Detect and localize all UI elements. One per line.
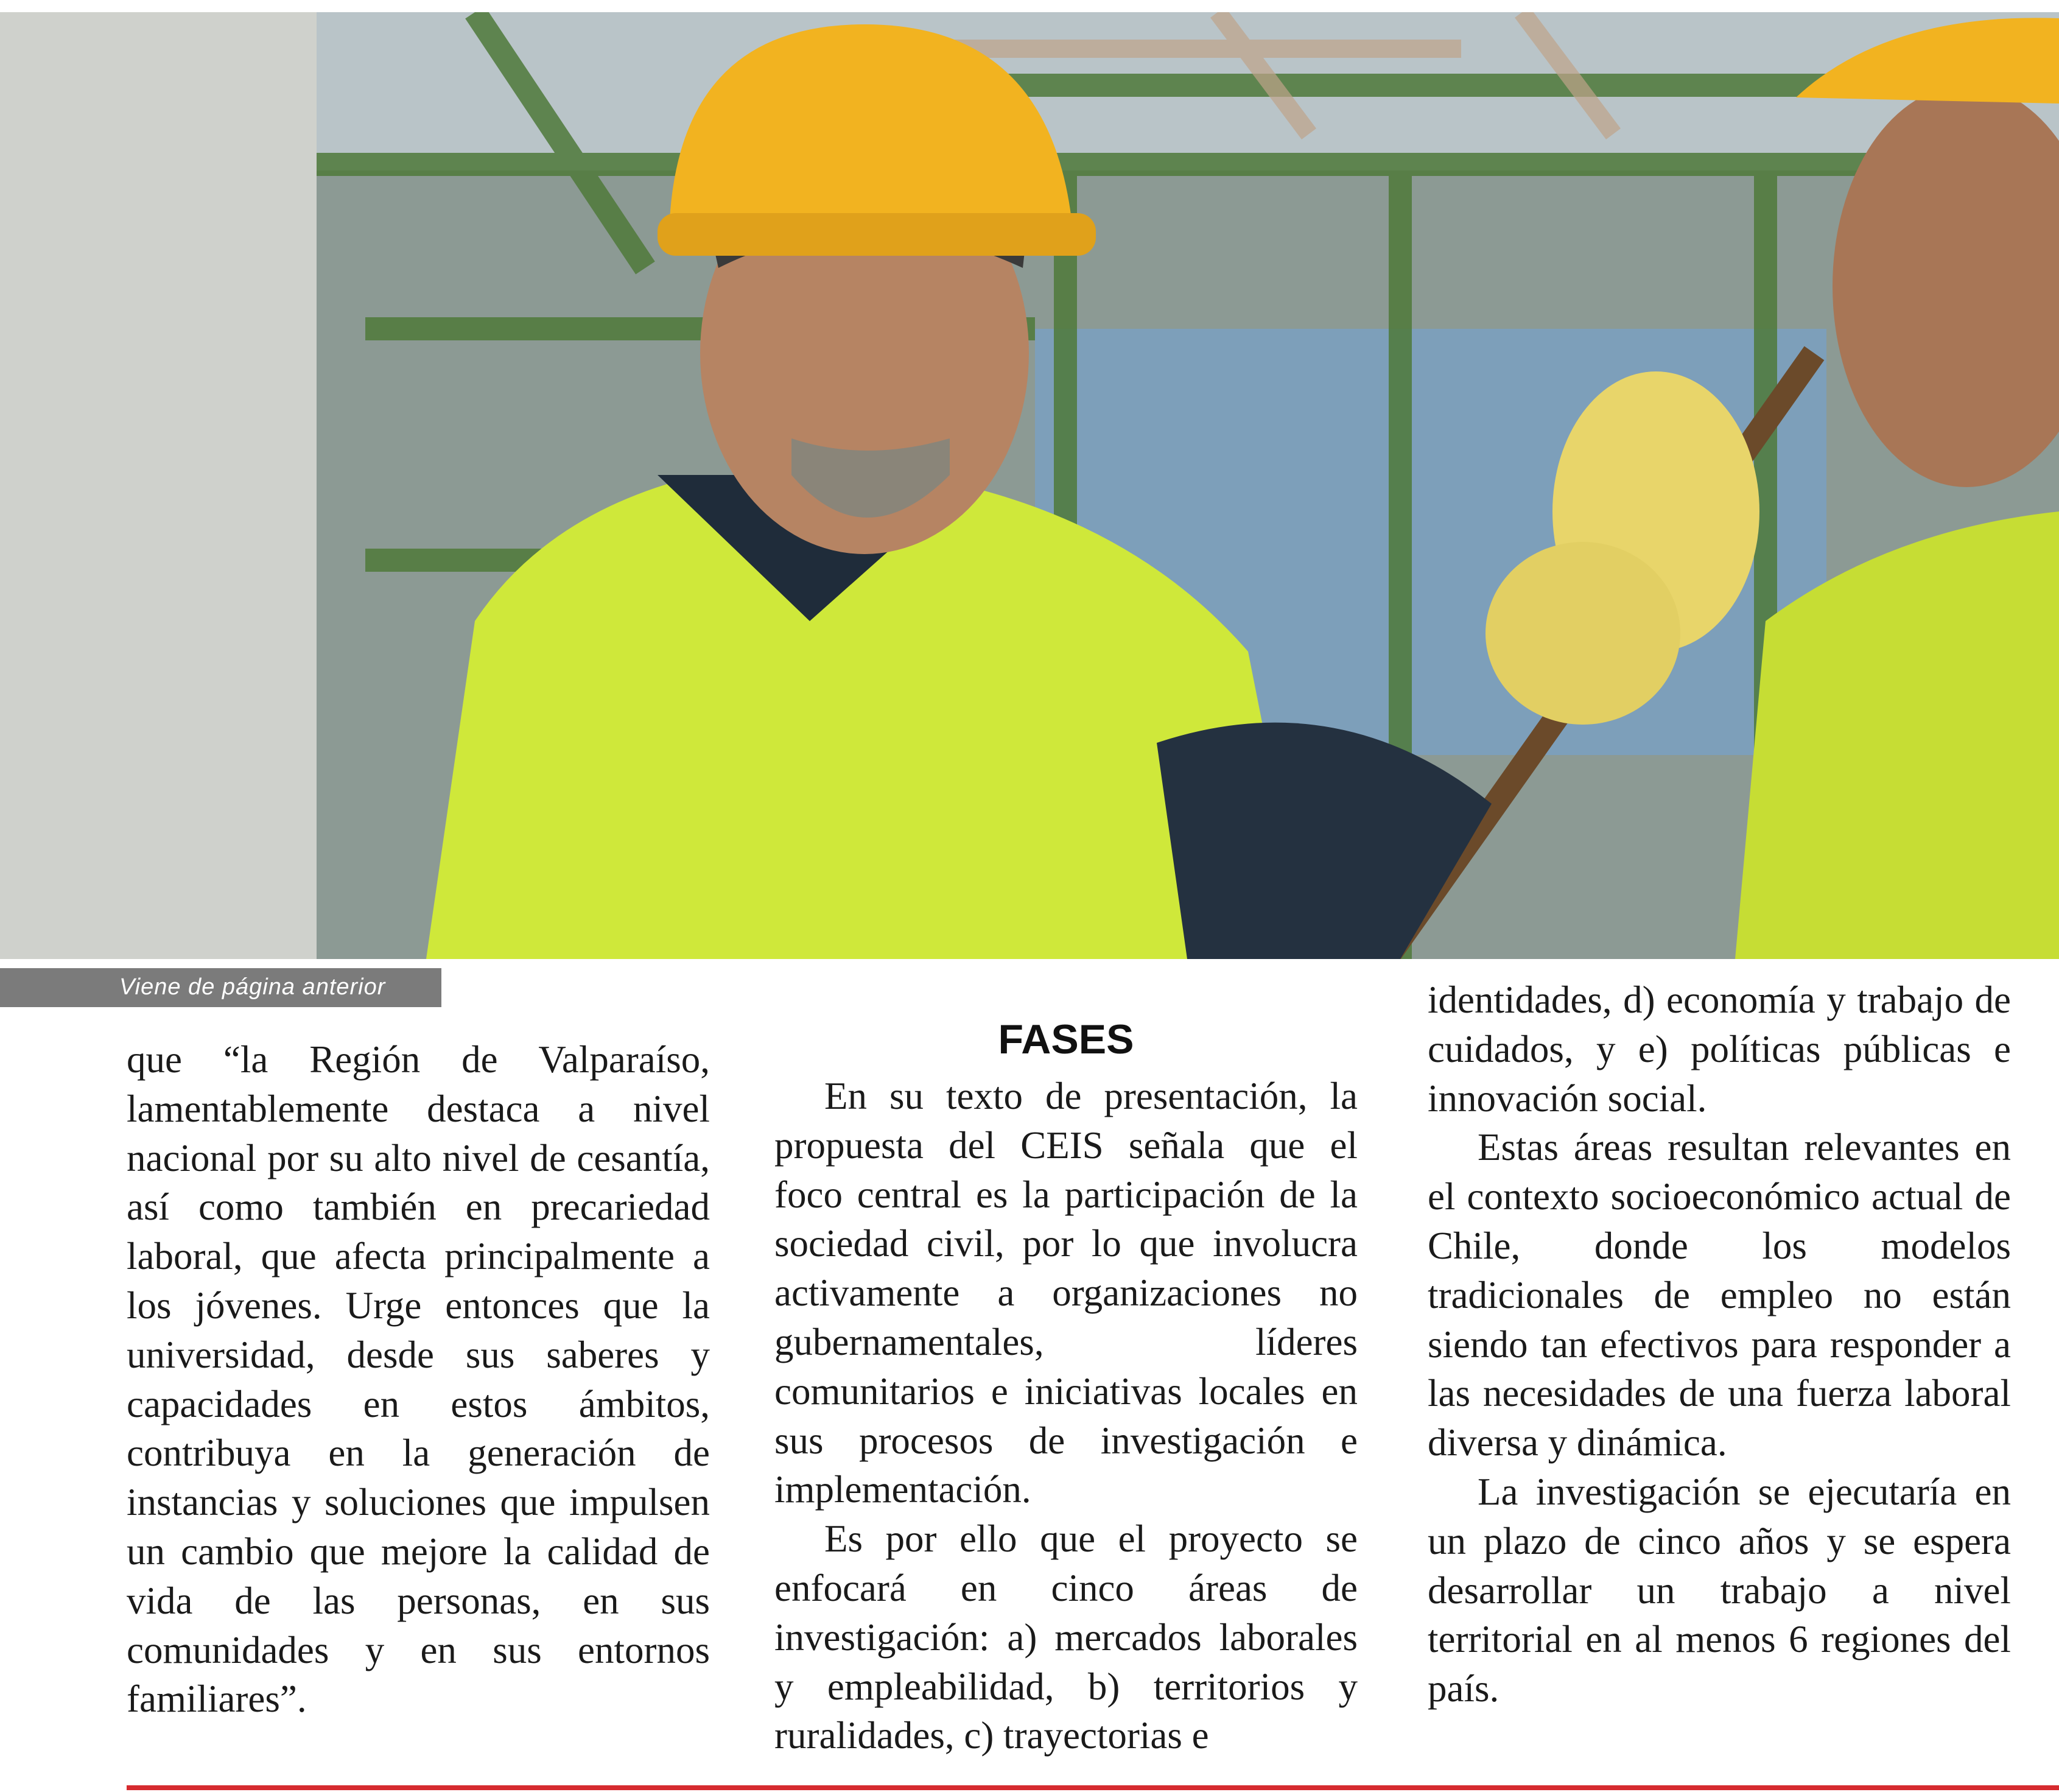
article-photo xyxy=(0,12,2059,959)
section-heading: FASES xyxy=(998,1016,1134,1063)
paragraph: que “la Región de Valparaíso, lamentablemente destaca a nivel nacional por su alto nivel de cesantía, así como también en precariedad laboral, que afecta principalmente a los jóvenes. Urge entonces que la universidad, desde sus saberes y capacidades en estos ámbitos, contribuya en la generación de instancias y soluciones que impulsen un cambio que mejore la calidad de vida de las personas, en sus comunidades y en sus entornos familiares”. xyxy=(127,1038,710,1721)
paragraph: Es por ello que el proyecto se enfocará en cinco áreas de investigación: a) mercados laborales y empleabilidad, b) territorios y ruralidades, c) trayectorias e xyxy=(774,1517,1358,1757)
paragraph: identidades, d) economía y trabajo de cuidados, y e) políticas públicas e innovación social. xyxy=(1428,979,2011,1120)
red-divider-rule xyxy=(127,1785,2059,1790)
article-column-1 xyxy=(127,1035,710,1724)
construction-workers-image xyxy=(0,12,2059,959)
article-column-2 xyxy=(774,1072,1358,1760)
caption-text: Viene de página anterior xyxy=(119,974,386,1000)
paragraph: La investigación se ejecutaría en un plazo de cinco años y se espera desarrollar un trabajo a nivel territorial en al menos 6 regiones del país. xyxy=(1428,1470,2011,1710)
paragraph: Estas áreas resultan relevantes en el contexto socioeconómico actual de Chile, donde los modelos tradicionales de empleo no están siendo tan efectivos para responder a las necesidades de una fuerza laboral diversa y dinámica. xyxy=(1428,1126,2011,1464)
continuation-caption xyxy=(0,968,441,1007)
paragraph: En su texto de presentación, la propuesta del CEIS señala que el foco central es la participación de la sociedad civil, por lo que involucra activamente a organizaciones no gubernamentales, líderes comunitarios e iniciativas locales en sus procesos de investigación e implementación. xyxy=(774,1075,1358,1511)
article-column-3 xyxy=(1428,975,2011,1713)
